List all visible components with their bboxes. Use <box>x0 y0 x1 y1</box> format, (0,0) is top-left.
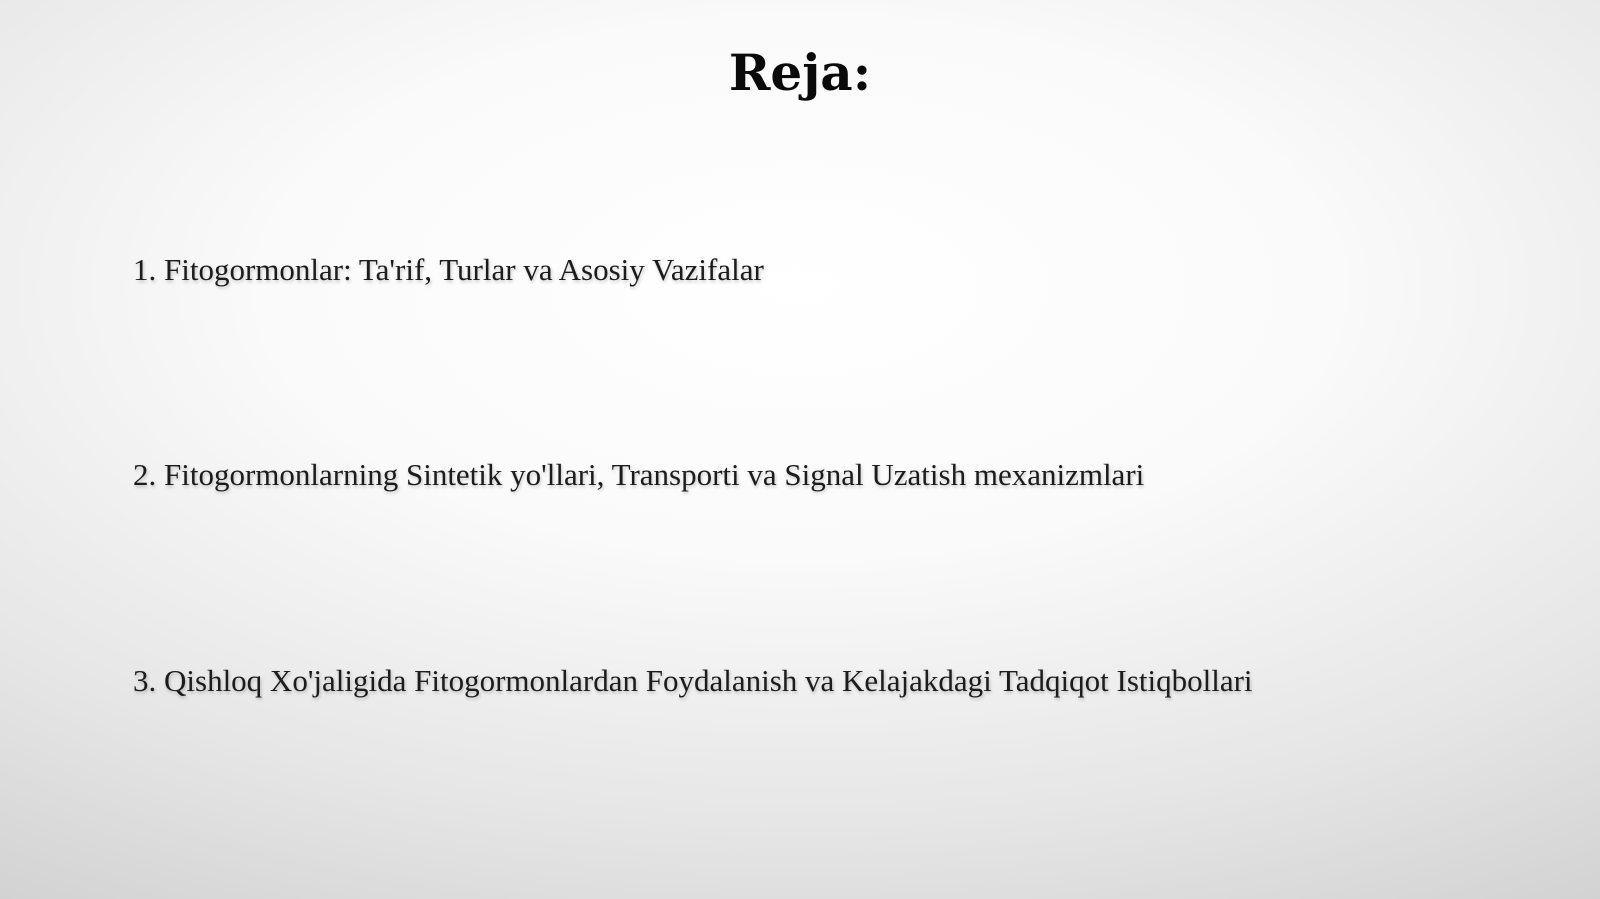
agenda-item-3: 3. Qishloq Xo'jaligida Fitogormonlardan Foydalanish va Kelajakdagi Tadqiqot Istiqbollari <box>133 663 1253 698</box>
slide-title: Reja: <box>728 43 872 102</box>
agenda-item-2: 2. Fitogormonlarning Sintetik yo'llari, Transporti va Signal Uzatish mexanizmlari <box>133 457 1145 492</box>
agenda-item-1: 1. Fitogormonlar: Ta'rif, Turlar va Asosiy Vazifalar <box>133 252 764 287</box>
